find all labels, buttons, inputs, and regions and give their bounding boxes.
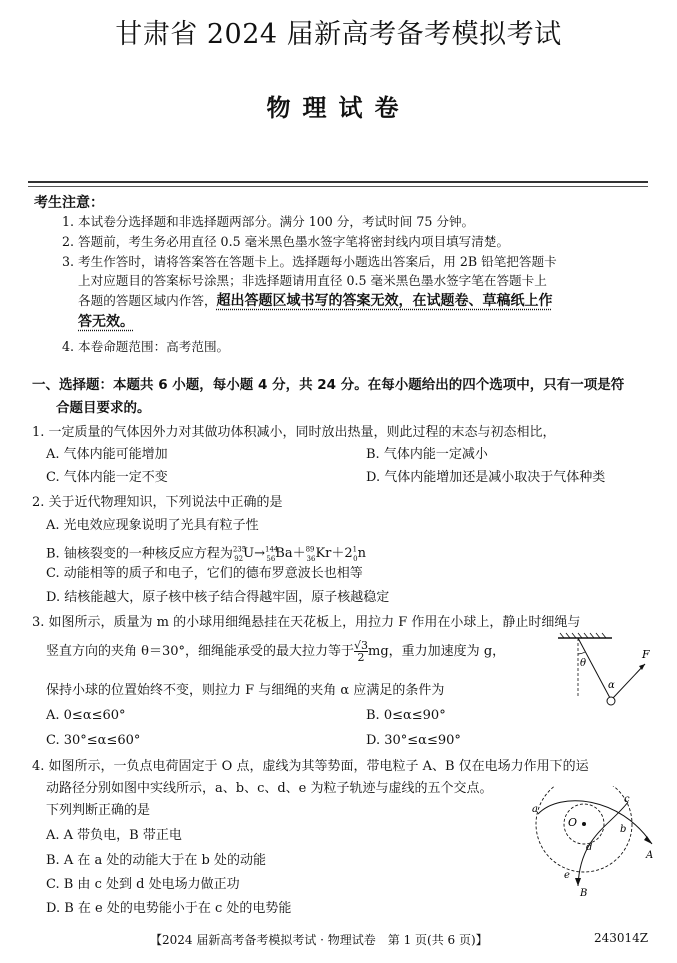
q1-option-d: D. 气体内能增加还是减小取决于气体种类 — [366, 470, 606, 485]
q1-option-a: A. 气体内能可能增加 — [46, 447, 168, 462]
notice-item-3-cont2 — [78, 291, 668, 311]
exam-subtitle: 物理试卷 — [266, 94, 411, 122]
divider-thick — [28, 181, 648, 183]
theta-label: θ — [580, 658, 587, 669]
charge-o — [582, 822, 586, 826]
q4-option-b: B. A 在 a 处的动能大于在 b 处的动能 — [46, 853, 266, 868]
q3-line2-text: 竖直方向的夹角 θ＝30°，细绳能承受的最大拉力等于 — [46, 644, 355, 659]
q1-option-c: C. 气体内能一定不变 — [46, 470, 168, 485]
label-d: d — [586, 842, 593, 853]
q2-option-b-equation: $^{235}_{92}U\to^{144}_{56}Ba+^{89}_{36}Kr+2^1_0n$ — [232, 546, 366, 563]
question-4-line2: 动路径分别如图中实线所示，a、b、c、d、e 为粒子轨迹与虚线的五个交点。 — [46, 781, 493, 796]
notice-heading: 考生注意： — [34, 195, 104, 211]
notice-emphasis-1: 超出答题区域书写的答案无效，在试题卷、草稿纸上作 — [216, 293, 553, 309]
section-heading — [32, 374, 652, 420]
q4-option-a: A. A 带负电，B 带正电 — [46, 828, 182, 843]
q2-option-a: A. 光电效应现象说明了光具有粒子性 — [46, 518, 259, 533]
label-c: c — [624, 794, 630, 805]
notice-item-1: 1. 本试卷分选择题和非选择题两部分。满分 100 分，考试时间 75 分钟。 — [62, 214, 475, 229]
trajectory-a-arrowhead — [644, 836, 652, 844]
q3-option-b: B. 0≤α≤90° — [366, 708, 446, 723]
notice-item-4: 4. 本卷命题范围：高考范围。 — [62, 339, 230, 354]
q4-option-d: D. B 在 e 处的电势能小于在 c 处的电势能 — [46, 901, 292, 916]
force-label: F — [642, 648, 650, 661]
label-a: a — [532, 804, 538, 815]
label-A: A — [646, 850, 654, 861]
notice-item-3: 3. 考生作答时，请将答案答在答题卡上。选择题每小题选出答案后，用 2B 铅笔把答题卡 — [62, 254, 557, 269]
notice-item-3-cont: 上对应题目的答案标号涂黑；非选择题请用直径 0.5 毫米黑色墨水签字笔在答题卡上 — [78, 273, 547, 288]
q2-option-b-text: B. 铀核裂变的一种核反应方程为 — [46, 546, 233, 562]
q3-fraction: $\frac{√3}{2}$ — [354, 639, 369, 664]
label-B: B — [580, 888, 588, 898]
divider-thin — [28, 186, 648, 187]
q3-line2-tail: mg，重力加速度为 g， — [368, 644, 506, 659]
q2-option-c: C. 动能相等的质子和电子，它们的德布罗意波长也相等 — [46, 566, 363, 581]
notice-item-3-tail: 各题的答题区域内作答， — [78, 293, 217, 308]
force-arrow-line — [613, 664, 645, 698]
section-heading-line1: 一、选择题：本题共 6 小题，每小题 4 分，共 24 分。在每小题给出的四个选项中，只有一项是符 — [32, 377, 625, 393]
question-4-line1: 4. 如图所示，一负点电荷固定于 O 点，虚线为其等势面，带电粒子 A、B 仅在电场力作用下的运 — [32, 759, 589, 774]
question-4-line3: 下列判断正确的是 — [46, 803, 151, 818]
notice-emphasis-line — [78, 312, 668, 332]
q1-option-b: B. 气体内能一定减小 — [366, 447, 488, 462]
label-e: e — [564, 870, 570, 881]
alpha-label: α — [608, 680, 615, 691]
q2-option-d: D. 结核能越大，原子核中核子结合得越牢固，原子核越稳定 — [46, 590, 390, 605]
question-3-line3: 保持小球的位置始终不变，则拉力 F 与细绳的夹角 α 应满足的条件为 — [46, 683, 445, 698]
q3-option-d: D. 30°≤α≤90° — [366, 733, 461, 748]
label-b: b — [620, 824, 627, 835]
q3-figure — [550, 632, 660, 712]
exam-title: 甘肃省 2024 届新高考备考模拟考试 — [115, 19, 562, 50]
question-1-stem: 1. 一定质量的气体因外力对其做功体积减小，同时放出热量，则此过程的末态与初态相比， — [32, 425, 556, 440]
question-2-stem: 2. 关于近代物理知识，下列说法中正确的是 — [32, 495, 283, 510]
label-o: O — [568, 816, 578, 829]
equipotential-outer — [536, 786, 632, 872]
q3-option-a: A. 0≤α≤60° — [46, 708, 126, 723]
q3-option-c: C. 30°≤α≤60° — [46, 733, 141, 748]
question-3-line1: 3. 如图所示，质量为 m 的小球用细绳悬挂在天花板上，用拉力 F 作用在小球上，静止时细绳与 — [32, 615, 581, 630]
footer-page-info: 【2024 届新高考备考模拟考试 · 物理试卷 第 1 页(共 6 页)】 — [150, 933, 488, 947]
q4-option-c: C. B 由 c 处到 d 处电场力做正功 — [46, 877, 240, 892]
notice-emphasis-2: 答无效。 — [78, 314, 134, 330]
theta-arc — [578, 652, 585, 654]
trajectory-b-arrowhead — [575, 878, 581, 886]
notice-item-2: 2. 答题前，考生务必用直径 0.5 毫米黑色墨水签字笔将密封线内项目填写清楚。 — [62, 234, 510, 249]
ball — [607, 697, 615, 705]
section-heading-line2: 合题目要求的。 — [56, 400, 151, 416]
footer-code: 243014Z — [594, 931, 649, 945]
q4-figure — [520, 786, 660, 898]
question-3-line2 — [46, 640, 546, 663]
